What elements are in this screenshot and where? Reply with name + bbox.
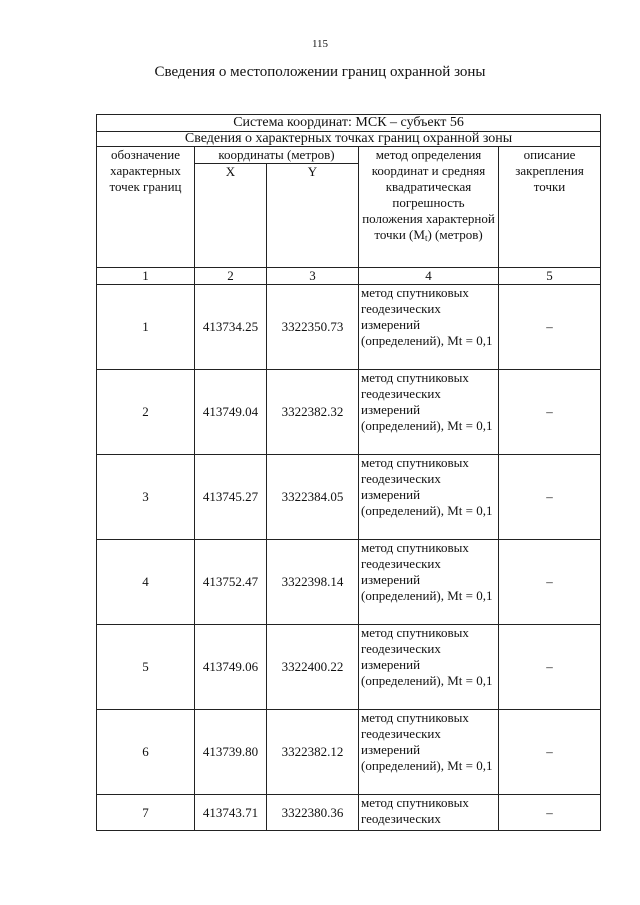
header-designation: обозначение характерных точек границ xyxy=(97,147,195,268)
coord-y: 3322380.36 xyxy=(267,795,359,831)
header-method-units: ) (метров) xyxy=(427,227,483,242)
coord-y: 3322398.14 xyxy=(267,540,359,625)
column-number: 1 xyxy=(97,268,195,285)
table-row xyxy=(97,285,601,370)
header-description: описание закрепления точки xyxy=(499,147,601,268)
method-cell: метод спутниковых геодезических измерений (определений), Mt = 0,1 xyxy=(359,710,499,795)
coord-y: 3322384.05 xyxy=(267,455,359,540)
coord-x: 413739.80 xyxy=(195,710,267,795)
coord-x: 413745.27 xyxy=(195,455,267,540)
column-number: 3 xyxy=(267,268,359,285)
header-method xyxy=(359,147,499,268)
method-cell: метод спутниковых геодезических измерений (определений), Mt = 0,1 xyxy=(359,285,499,370)
header-coordinates: координаты (метров) xyxy=(195,147,359,164)
coord-y: 3322382.12 xyxy=(267,710,359,795)
method-cell: метод спутниковых геодезических xyxy=(359,795,499,831)
table-row xyxy=(97,455,601,540)
column-number: 4 xyxy=(359,268,499,285)
table-row xyxy=(97,710,601,795)
coord-y: 3322382.32 xyxy=(267,370,359,455)
header-x: X xyxy=(195,164,267,268)
coord-y: 3322400.22 xyxy=(267,625,359,710)
point-number: 6 xyxy=(97,710,195,795)
coord-x: 413743.71 xyxy=(195,795,267,831)
fixation-description: – xyxy=(499,455,601,540)
column-numbers-row xyxy=(97,268,601,285)
method-cell: метод спутниковых геодезических измерений (определений), Mt = 0,1 xyxy=(359,455,499,540)
fixation-description: – xyxy=(499,710,601,795)
coordinate-system-row xyxy=(97,115,601,132)
point-number: 7 xyxy=(97,795,195,831)
fixation-description: – xyxy=(499,285,601,370)
coordinates-table xyxy=(96,114,601,831)
coord-x: 413752.47 xyxy=(195,540,267,625)
point-number: 2 xyxy=(97,370,195,455)
header-row-1 xyxy=(97,147,601,164)
point-number: 5 xyxy=(97,625,195,710)
point-number: 3 xyxy=(97,455,195,540)
page-number: 115 xyxy=(311,38,329,50)
column-number: 5 xyxy=(499,268,601,285)
header-method-text: метод определения координат и средняя квадратическая погрешность положения характерной точки (M xyxy=(362,147,495,242)
fixation-description: – xyxy=(499,795,601,831)
table-row xyxy=(97,540,601,625)
coord-x: 413749.06 xyxy=(195,625,267,710)
column-number: 2 xyxy=(195,268,267,285)
point-number: 4 xyxy=(97,540,195,625)
coord-x: 413734.25 xyxy=(195,285,267,370)
fixation-description: – xyxy=(499,370,601,455)
fixation-description: – xyxy=(499,625,601,710)
method-cell: метод спутниковых геодезических измерений (определений), Mt = 0,1 xyxy=(359,540,499,625)
header-y: Y xyxy=(267,164,359,268)
method-cell: метод спутниковых геодезических измерений (определений), Mt = 0,1 xyxy=(359,625,499,710)
method-cell: метод спутниковых геодезических измерений (определений), Mt = 0,1 xyxy=(359,370,499,455)
points-info-row xyxy=(97,132,601,147)
table-row xyxy=(97,625,601,710)
fixation-description: – xyxy=(499,540,601,625)
coordinate-system-label: Система координат: МСК – субъект 56 xyxy=(97,115,601,132)
table-row xyxy=(97,795,601,831)
page-title: Сведения о местоположении границ охранной зоны xyxy=(154,64,486,80)
header-method-subscript: t xyxy=(424,233,428,243)
coord-x: 413749.04 xyxy=(195,370,267,455)
table-row xyxy=(97,370,601,455)
point-number: 1 xyxy=(97,285,195,370)
coord-y: 3322350.73 xyxy=(267,285,359,370)
points-info-label: Сведения о характерных точках границ охранной зоны xyxy=(97,132,601,147)
